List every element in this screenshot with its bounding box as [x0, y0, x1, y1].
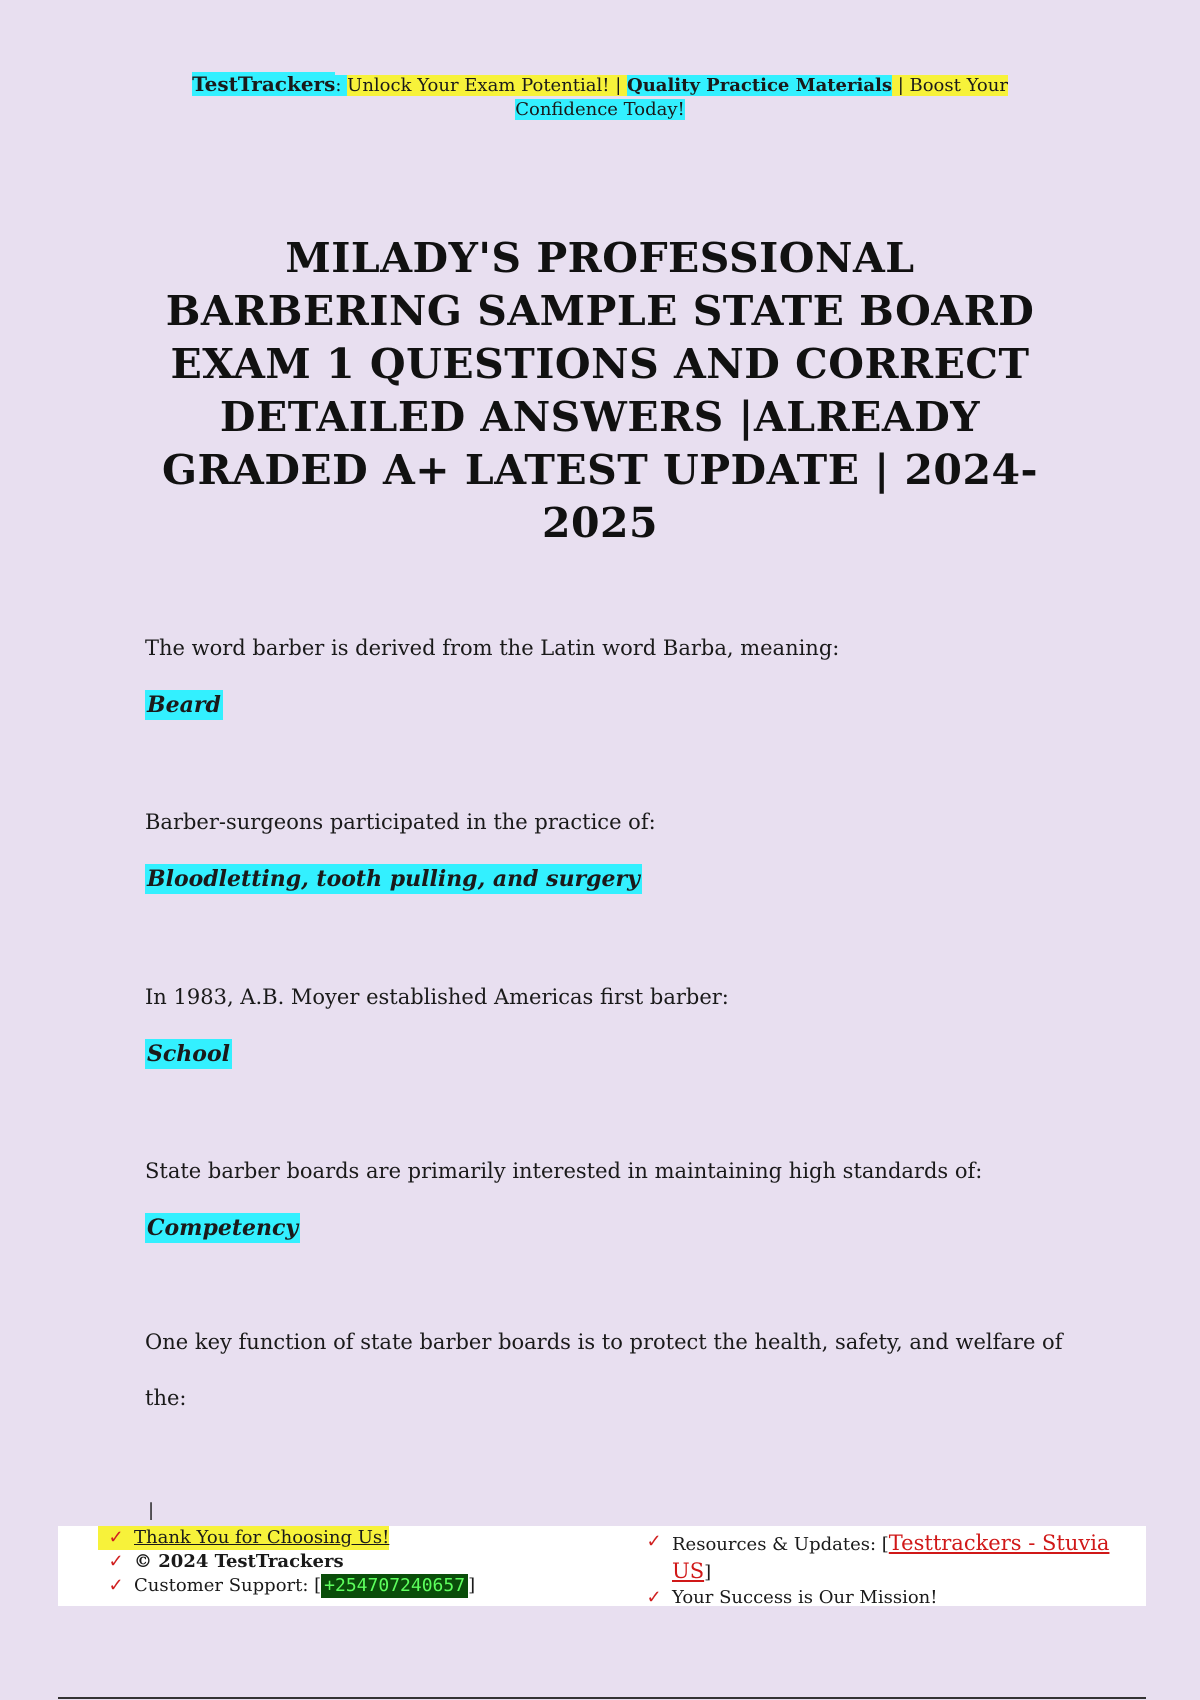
resources-close: ] [704, 1562, 712, 1583]
support-label: Customer Support: [ [134, 1575, 322, 1596]
qa-item-2 [145, 794, 1075, 894]
tagline-sep: | [891, 75, 910, 96]
footer-row-copyright [98, 1550, 475, 1574]
question-text: In 1983, A.B. Moyer established Americas first barber: [145, 985, 729, 1009]
footer-row-support [98, 1574, 475, 1598]
check-icon: ✓ [646, 1531, 662, 1552]
bottom-divider [58, 1697, 1146, 1699]
answer-text: Competency [147, 1215, 299, 1241]
tagline-quality: Quality Practice Materials [627, 75, 892, 96]
check-icon: ✓ [646, 1587, 662, 1608]
check-icon: ✓ [108, 1551, 124, 1572]
footer-box [58, 1526, 1146, 1606]
support-phone[interactable]: +254707240657 [321, 1574, 468, 1598]
answer-text: School [147, 1041, 230, 1067]
tagline-boost: Boost Your [909, 75, 1008, 96]
footer-row-thanks [98, 1526, 475, 1550]
resources-text [672, 1530, 1136, 1586]
mission-text: Your Success is Our Mission! [672, 1587, 938, 1608]
footer-right [636, 1530, 1136, 1610]
footer-row-resources [636, 1530, 1136, 1586]
brand-colon: : [335, 75, 348, 96]
text-cursor: | [148, 1500, 155, 1521]
brand-name: TestTrackers [192, 72, 336, 96]
check-icon: ✓ [98, 1526, 134, 1550]
qa-item-3 [145, 969, 1075, 1069]
qa-item-1 [145, 620, 1075, 720]
tagline-confidence: Confidence Today! [515, 99, 685, 120]
qa-item-4 [145, 1143, 1075, 1243]
footer-row-mission [636, 1586, 1136, 1610]
header-banner [170, 72, 1030, 122]
check-icon: ✓ [108, 1575, 124, 1596]
question-text: One key function of state barber boards is to protect the health, safety, and welfare of the: [145, 1330, 1063, 1410]
resources-label: Resources & Updates: [ [672, 1534, 889, 1555]
stuvia-link[interactable]: Testtrackers - Stuvia US [672, 1531, 1110, 1583]
answer-text: Bloodletting, tooth pulling, and surgery [147, 866, 640, 892]
copyright-text: © 2024 TestTrackers [134, 1551, 344, 1572]
question-text: State barber boards are primarily interested in maintaining high standards of: [145, 1159, 983, 1183]
tagline-unlock: Unlock Your Exam Potential! | [347, 75, 628, 96]
support-close: ] [468, 1575, 476, 1596]
answer-text: Beard [147, 692, 221, 718]
document-title: MILADY'S PROFESSIONAL BARBERING SAMPLE STATE BOARD EXAM 1 QUESTIONS AND CORRECT DETAILED ANSWERS |ALREADY GRADED A+ LATEST UPDATE | 2024-2025 [161, 234, 1039, 547]
thanks-text: Thank You for Choosing Us! [134, 1527, 390, 1548]
footer-left [98, 1526, 475, 1598]
qa-item-5 [145, 1314, 1075, 1426]
question-text: Barber-surgeons participated in the practice of: [145, 810, 656, 834]
question-text: The word barber is derived from the Latin word Barba, meaning: [145, 636, 840, 660]
